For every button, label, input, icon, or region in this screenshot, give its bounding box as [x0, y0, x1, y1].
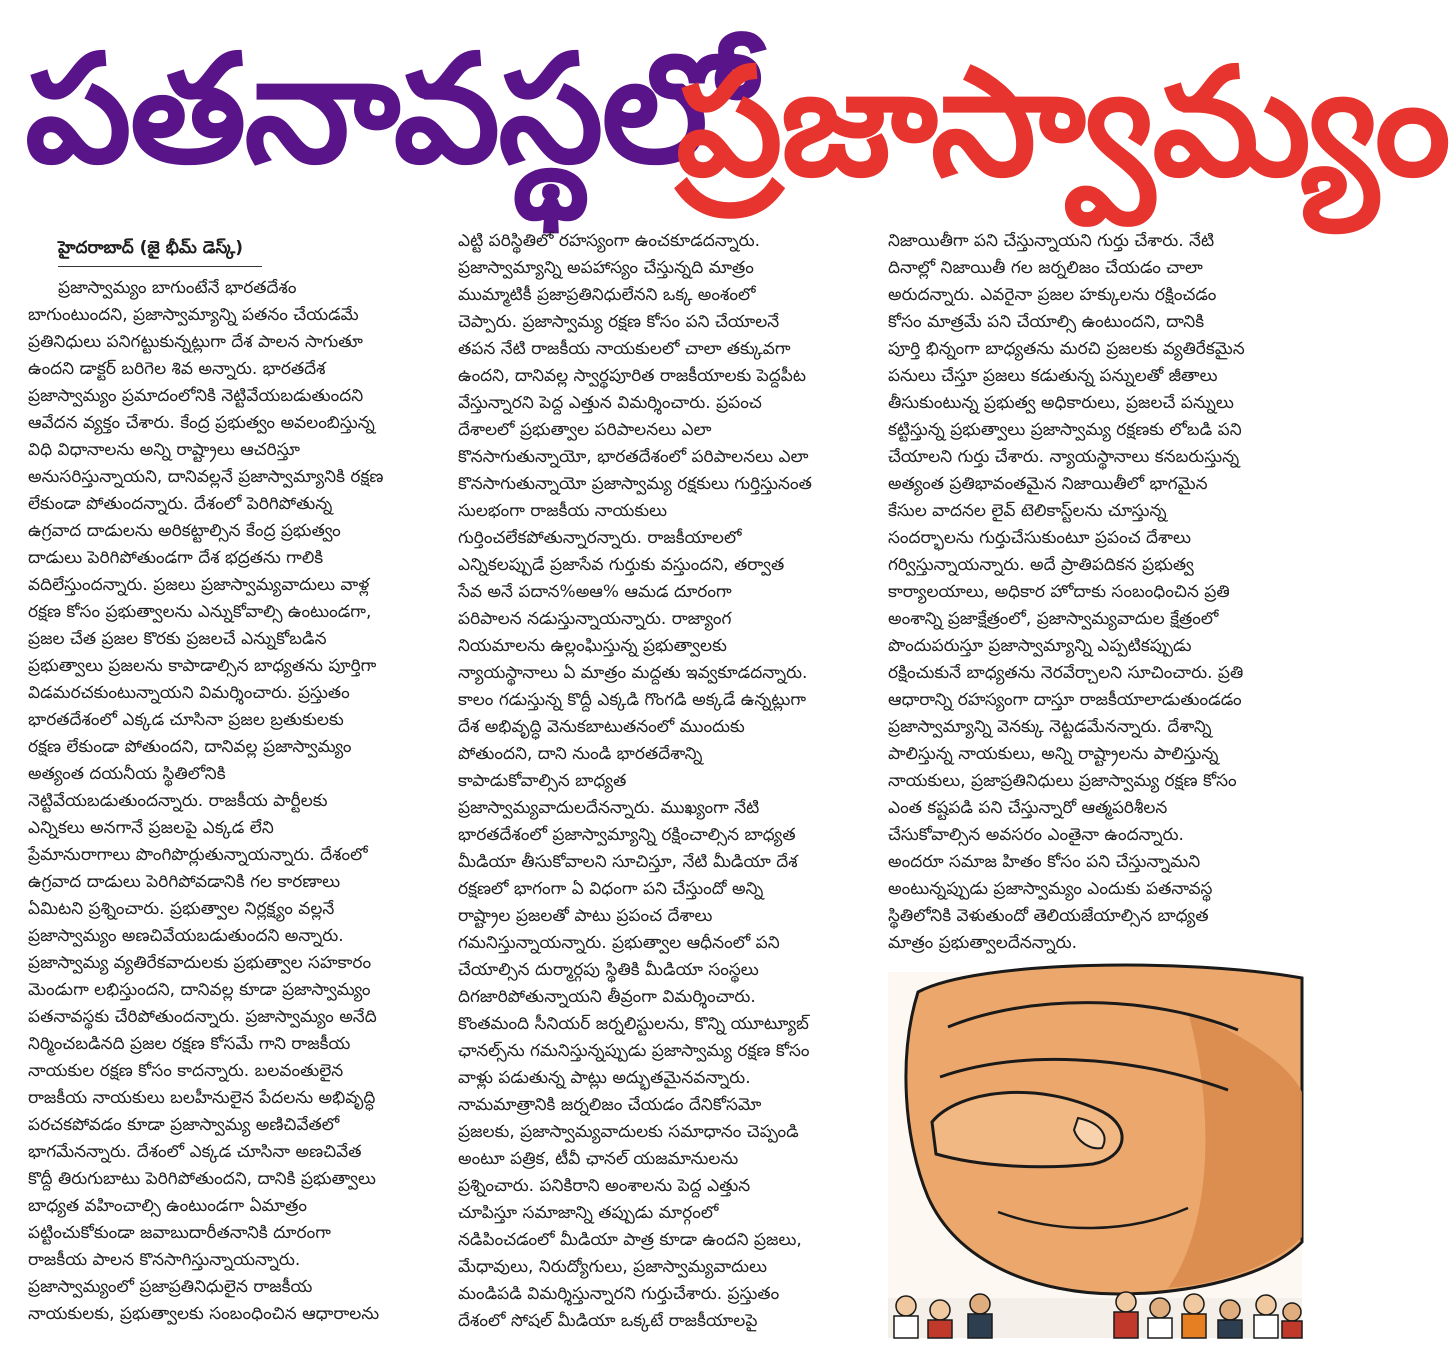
text-line: ప్రజల చేత ప్రజల కొరకు ప్రజలచే ఎన్నుకోబడిన — [28, 629, 327, 649]
text-line: బాగుంటుందని, ప్రజాస్వామ్యాన్ని పతనం చేయడమే — [28, 305, 359, 325]
text-line: ఉగ్రవాద దాడులను అరికట్టాల్సిన కేంద్ర ప్రభుత్వం — [28, 521, 341, 541]
text-line: ప్రజాస్వామ్య వ్యతిరేకవాదులకు ప్రభుత్వాల సహకారం — [28, 953, 372, 973]
person-head — [1220, 1300, 1240, 1320]
text-line: తపన నేటి రాజకీయ నాయకులలో చాలా తక్కువగా — [458, 339, 791, 359]
text-line: కొనసాగుతున్నాయో, భారతదేశంలో పరిపాలనలు ఎలా — [458, 447, 809, 467]
person-body — [968, 1314, 992, 1338]
text-line: ప్రజాస్వామ్యం బాగుంటేనే భారతదేశం — [58, 278, 297, 298]
text-line: నాయకులు, ప్రజాప్రతినిధులు ప్రజాస్వామ్య రక్షణ కోసం — [888, 771, 1237, 791]
text-line: రక్షణ లేకుండా పోతుందని, దానివల్ల ప్రజాస్వామ్యం — [28, 737, 352, 757]
text-line: రక్షించుకునే బాధ్యతను నెరవేర్చాలని సూచించారు. ప్రతి — [888, 663, 1244, 683]
fist-cartoon-svg — [888, 972, 1302, 1338]
text-line: వాళ్లు పడుతున్న పాట్లు అద్భుతమైనవన్నారు. — [458, 1068, 751, 1088]
text-line: మెండుగా లభిస్తుందని, దానివల్ల కూడా ప్రజాస్వామ్యం — [28, 980, 371, 1000]
text-line: కార్యాలయాలు, అధికార హోదాకు సంబంధించిన ప్రతి — [888, 582, 1230, 602]
text-line: భారతదేశంలో ఎక్కడ చూసినా ప్రజల బ్రతుకులకు — [28, 710, 344, 730]
text-line: రాజకీయ పాలన కొనసాగిస్తున్నాయన్నారు. — [28, 1250, 301, 1270]
text-line: దేశ అభివృద్ధి వెనుకబాటుతనంలో ముందుకు — [458, 717, 745, 737]
headline-part-2: ప్రజాస్వామ్యం — [676, 36, 1449, 210]
article-column-1 — [28, 275, 442, 1335]
text-line: తీసుకుంటున్న ప్రభుత్వ అధికారులు, ప్రజలచే పన్నులు — [888, 393, 1234, 413]
text-line: బాధ్యత వహించాల్సి ఉంటుండగా ఏమాత్రం — [28, 1196, 307, 1216]
text-line: చేయాలని గుర్తు చేశారు. న్యాయస్థానాలు కనబరుస్తున్న — [888, 447, 1240, 467]
text-line: భాగమేనన్నారు. దేశంలో ఎక్కడ చూసినా అణచివేత — [28, 1142, 362, 1162]
person-body — [894, 1316, 918, 1338]
text-line: ఆవేదన వ్యక్తం చేశారు. కేంద్ర ప్రభుత్వం అవలంబిస్తున్న — [28, 413, 375, 433]
text-line: అత్యంత ప్రతిభావంతమైన నిజాయితీలో భాగమైన — [888, 474, 1208, 494]
text-line: పరచకపోవడం కూడా ప్రజాస్వామ్య అణిచివేతలో — [28, 1115, 340, 1135]
text-line: దేశాలలో ప్రభుత్వాల పరిపాలనలు ఎలా — [458, 420, 712, 440]
text-line: రాజకీయ నాయకులు బలహీనులైన పేదలను అభివృద్ధి — [28, 1088, 376, 1108]
text-line: ప్రజాస్వామ్యంలో ప్రజాప్రతినిధులైన రాజకీయ — [28, 1277, 313, 1297]
person-body — [1182, 1314, 1206, 1338]
text-line: అంటున్నప్పుడు ప్రజాస్వామ్యం ఎందుకు పతనావస్థ — [888, 879, 1213, 899]
text-line: సులభంగా రాజకీయ నాయకులు — [458, 501, 668, 521]
person-body — [1254, 1315, 1278, 1338]
text-line: ప్రేమానురాగాలు పొంగిపొర్లుతున్నాయన్నారు. దేశంలో — [28, 845, 368, 865]
text-line: పట్టించుకోకుండా జవాబుదారీతనానికి దూరంగా — [28, 1223, 331, 1243]
text-line: నిజాయితీగా పని చేస్తున్నాయని గుర్తు చేశారు. నేటి — [888, 231, 1215, 251]
text-line: గుర్తించలేకపోతున్నారన్నారు. రాజకీయాలలో — [458, 528, 742, 548]
text-line: పరిపాలన నడుస్తున్నాయన్నారు. రాజ్యాంగ — [458, 609, 732, 629]
person-body — [1114, 1312, 1138, 1338]
text-line: దేశంలో సోషల్ మీడియా ఒక్కటే రాజకీయాలపై — [458, 1311, 758, 1331]
text-line: ప్రజాస్వామ్యాన్ని వెనక్కు నెట్టడమేనన్నారు. దేశాన్ని — [888, 717, 1212, 737]
text-line: మీడియా తీసుకోవాలని సూచిస్తూ, నేటి మీడియా దేశ — [458, 852, 798, 872]
person-body — [1148, 1318, 1172, 1338]
text-line: గమనిస్తున్నాయన్నారు. ప్రభుత్వాల ఆధీనంలో పని — [458, 933, 780, 953]
text-line: నియమాలను ఉల్లంఘిస్తున్న ప్రభుత్వాలకు — [458, 636, 727, 656]
person-head — [1150, 1298, 1170, 1318]
text-line: వేస్తున్నారని పెద్ద ఎత్తున విమర్శించారు. ప్రపంచ — [458, 393, 762, 413]
article-column-2 — [458, 228, 866, 1340]
person-head — [1256, 1295, 1276, 1315]
text-line: విధి విధానాలను అన్ని రాష్ట్రాలు ఆచరిస్తూ — [28, 440, 301, 460]
text-line: ప్రజాస్వామ్యం ప్రమాదంలోనికి నెట్టివేయబడుతుందని — [28, 386, 364, 406]
text-line: ఆధారాన్ని రహస్యంగా దాస్తూ రాజకీయాలాడుతుండడం — [888, 690, 1242, 710]
text-line: కేసుల వాదనల లైవ్ టెలికాస్ట్‌లను చూస్తున్న — [888, 501, 1167, 521]
text-line: రక్షణలో భాగంగా ఏ విధంగా పని చేస్తుందో అన్ని — [458, 879, 764, 899]
text-line: ప్రజాస్వామ్యాన్ని అపహాస్యం చేస్తున్నది మాత్రం — [458, 258, 754, 278]
text-line: పూర్తి భిన్నంగా బాధ్యతను మరచి ప్రజలకు వ్యతిరేకమైన — [888, 339, 1245, 359]
person-head — [970, 1294, 990, 1314]
text-line: చేయాల్సిన దుర్మార్గపు స్థితికి మీడియా సంస్థలు — [458, 960, 759, 980]
byline: హైదరాబాద్ (జై భీమ్ డెస్క్) — [58, 234, 262, 267]
text-line: కొద్దీ తిరుగుబాటు పెరిగిపోతుందని, దానికి ప్రభుత్వాలు — [28, 1169, 376, 1189]
text-line: పాలిస్తున్న నాయకులు, అన్ని రాష్ట్రాలను పాలిస్తున్న — [888, 744, 1219, 764]
text-line: అంటూ పత్రిక, టీవీ ఛానల్ యజమానులను — [458, 1149, 739, 1169]
text-line: దిగజారిపోతున్నాయని తీవ్రంగా విమర్శించారు. — [458, 987, 756, 1007]
text-line: కొంతమంది సీనియర్ జర్నలిస్టులను, కొన్ని యూట్యూబ్ — [458, 1014, 809, 1034]
text-line: స్థితిలోనికి వెళుతుందో తెలియజేయాల్సిన బాధ్యత — [888, 906, 1209, 926]
text-line: రక్షణ కోసం ప్రభుత్వాలను ఎన్నుకోవాల్సి ఉంటుండగా, — [28, 602, 372, 622]
text-line: చెప్పారు. ప్రజాస్వామ్య రక్షణ కోసం పని చేయాలనే — [458, 312, 780, 332]
person-head — [930, 1300, 950, 1320]
text-line: నామమాత్రానికి జర్నలిజం చేయడం దేనికోసమో — [458, 1095, 762, 1115]
text-line: నాయకులకు, ప్రభుత్వాలకు సంబంధించిన ఆధారాలను — [28, 1304, 380, 1324]
text-line: ఎట్టి పరిస్థితిలో రహస్యంగా ఉంచకూడదన్నారు. — [458, 231, 761, 251]
text-line: లేకుండా పోతుందన్నారు. దేశంలో పెరిగిపోతున్న — [28, 494, 333, 514]
text-line: విడమరచకుంటున్నాయని విమర్శించారు. ప్రస్తుతం — [28, 683, 350, 703]
text-line: ఏమిటని ప్రశ్నించారు. ప్రభుత్వాల నిర్లక్ష్యం వల్లనే — [28, 899, 335, 919]
text-line: దినాల్లో నిజాయితీ గల జర్నలిజం చేయడం చాలా — [888, 258, 1203, 278]
text-line: నడిపించడంలో మీడియా పాత్ర కూడా ఉందని ప్రజలు, — [458, 1230, 802, 1250]
text-line: ఛానల్స్‌ను గమనిస్తున్నప్పుడు ప్రజాస్వామ్య రక్షణ కోసం — [458, 1041, 810, 1061]
text-line: అరుదన్నారు. ఎవరైనా ప్రజల హక్కులను రక్షించడం — [888, 285, 1217, 305]
text-line: కాలం గడుస్తున్న కొద్దీ ఎక్కడి గొంగడి అక్కడే ఉన్నట్లుగా — [458, 690, 807, 710]
text-line: నెట్టివేయబడుతుందన్నారు. రాజకీయ పార్టీలకు — [28, 791, 328, 811]
text-line: కాపాడుకోవాల్సిన బాధ్యత — [458, 771, 627, 791]
text-line: నిర్మించబడినది ప్రజల రక్షణ కోసమే గాని రాజకీయ — [28, 1034, 351, 1054]
headline-part-1: పతనావస్థలో — [25, 23, 754, 197]
person-body — [1282, 1321, 1302, 1338]
text-line: ప్రభుత్వాలు ప్రజలను కాపాడాల్సిన బాధ్యతను పూర్తిగా — [28, 656, 377, 676]
text-line: సందర్భాలను గుర్తుచేసుకుంటూ ప్రపంచ దేశాలు — [888, 528, 1191, 548]
person-head — [1116, 1292, 1136, 1312]
text-line: ప్రతినిధులు పనిగట్టుకున్నట్లుగా దేశ పాలన సాగుతూ — [28, 332, 363, 352]
text-line: ప్రజాస్వామ్యవాదులదేనన్నారు. ముఖ్యంగా నేటి — [458, 798, 760, 818]
text-line: అనుసరిస్తున్నాయని, దానివల్లనే ప్రజాస్వామ్యానికి రక్షణ — [28, 467, 384, 487]
text-line: ఉందని డాక్టర్ బరిగెల శివ అన్నారు. భారతదేశ — [28, 359, 326, 379]
text-line: నాయకుల రక్షణ కోసం కాదన్నారు. బలవంతులైన — [28, 1061, 344, 1081]
text-line: గర్విస్తున్నాయన్నారు. అదే ప్రాతిపదికన ప్రభుత్వ — [888, 555, 1194, 575]
article-column-3 — [888, 228, 1300, 963]
text-line: ఉందని, దానివల్ల స్వార్థపూరిత రాజకీయాలకు పెద్దపీట — [458, 366, 806, 386]
fist-cartoon-illustration — [888, 972, 1302, 1338]
text-line: మాత్రం ప్రభుత్వాలదేనన్నారు. — [888, 933, 1078, 953]
text-line: ఎన్నికలు అనగానే ప్రజలపై ఎక్కడ లేని — [28, 818, 274, 838]
person-head — [1283, 1303, 1301, 1321]
text-line: సేవ అనే పదాన%అఆ% ఆమడ దూరంగా — [458, 582, 732, 602]
text-line: ముమ్మాటికీ ప్రజాప్రతినిధులేనని ఒక్క అంశంలో — [458, 285, 756, 305]
text-line: పొందుపరుస్తూ ప్రజాస్వామ్యాన్ని ఎప్పటికప్పుడు — [888, 636, 1192, 656]
text-line: భారతదేశంలో ప్రజాస్వామ్యాన్ని రక్షించాల్సిన బాధ్యత — [458, 825, 796, 845]
text-line: దాడులు పెరిగిపోతుండగా దేశ భద్రతను గాలికి — [28, 548, 324, 568]
text-line: చూపిస్తూ సమాజాన్ని తప్పుడు మార్గంలో — [458, 1203, 719, 1223]
text-line: ఎంత కష్టపడి పని చేస్తున్నారో ఆత్మపరిశీలన — [888, 798, 1168, 818]
crowd — [888, 1292, 1302, 1338]
text-line: అంశాన్ని ప్రజాక్షేత్రంలో, ప్రజాస్వామ్యవాదుల క్షేత్రంలో — [888, 609, 1219, 629]
text-line: పోతుందని, దాని నుండి భారతదేశాన్ని — [458, 744, 703, 764]
person-head — [1184, 1294, 1204, 1314]
text-line: న్యాయస్థానాలు ఏ మాత్రం మద్దతు ఇవ్వకూడదన్నారు. — [458, 663, 808, 683]
text-line: వదిలేస్తుందన్నారు. ప్రజలు ప్రజాస్వామ్యవాదులు వాళ్ల — [28, 575, 370, 595]
text-line: రాష్ట్రాల ప్రజలతో పాటు ప్రపంచ దేశాలు — [458, 906, 713, 926]
text-line: ఎన్నికలప్పుడే ప్రజాసేవ గుర్తుకు వస్తుందని, తర్వాత — [458, 555, 785, 575]
text-line: మండిపడి విమర్శిస్తున్నారని గుర్తుచేశారు. ప్రస్తుతం — [458, 1284, 780, 1304]
text-line: ప్రజలకు, ప్రజాస్వామ్యవాదులకు సమాధానం చెప్పండి — [458, 1122, 799, 1142]
text-line: ప్రజాస్వామ్యం అణచివేయబడుతుందని అన్నారు. — [28, 926, 344, 946]
text-line: కట్టిస్తున్న ప్రభుత్వాలు ప్రజాస్వామ్య రక్షణకు లోబడి పని — [888, 420, 1242, 440]
text-line: ఉగ్రవాద దాడులు పెరిగిపోవడానికి గల కారణాలు — [28, 872, 341, 892]
text-line: చేసుకోవాల్సిన అవసరం ఎంతైనా ఉందన్నారు. — [888, 825, 1184, 845]
person-head — [896, 1296, 916, 1316]
text-line: పనులు చేస్తూ ప్రజలు కడుతున్న పన్నులతో జీతాలు — [888, 366, 1218, 386]
text-line: మేధావులు, నిరుద్యోగులు, ప్రజాస్వామ్యవాదులు — [458, 1257, 767, 1277]
person-body — [1218, 1320, 1242, 1338]
text-line: అత్యంత దయనీయ స్థితిలోనికి — [28, 764, 226, 784]
text-line: అందరూ సమాజ హితం కోసం పని చేస్తున్నామని — [888, 852, 1201, 872]
text-line: కొనసాగుతున్నాయో ప్రజాస్వామ్య రక్షకులు గుర్తిస్తునంత — [458, 474, 812, 494]
text-line: కోసం మాత్రమే పని చేయాల్సి ఉంటుందని, దానికి — [888, 312, 1205, 332]
text-line: పతనావస్థకు చేరిపోతుందన్నారు. ప్రజాస్వామ్యం అనేది — [28, 1007, 377, 1027]
person-body — [928, 1320, 952, 1338]
text-line: ప్రశ్నించారు. పనికిరాని అంశాలను పెద్ద ఎత్తున — [458, 1176, 751, 1196]
